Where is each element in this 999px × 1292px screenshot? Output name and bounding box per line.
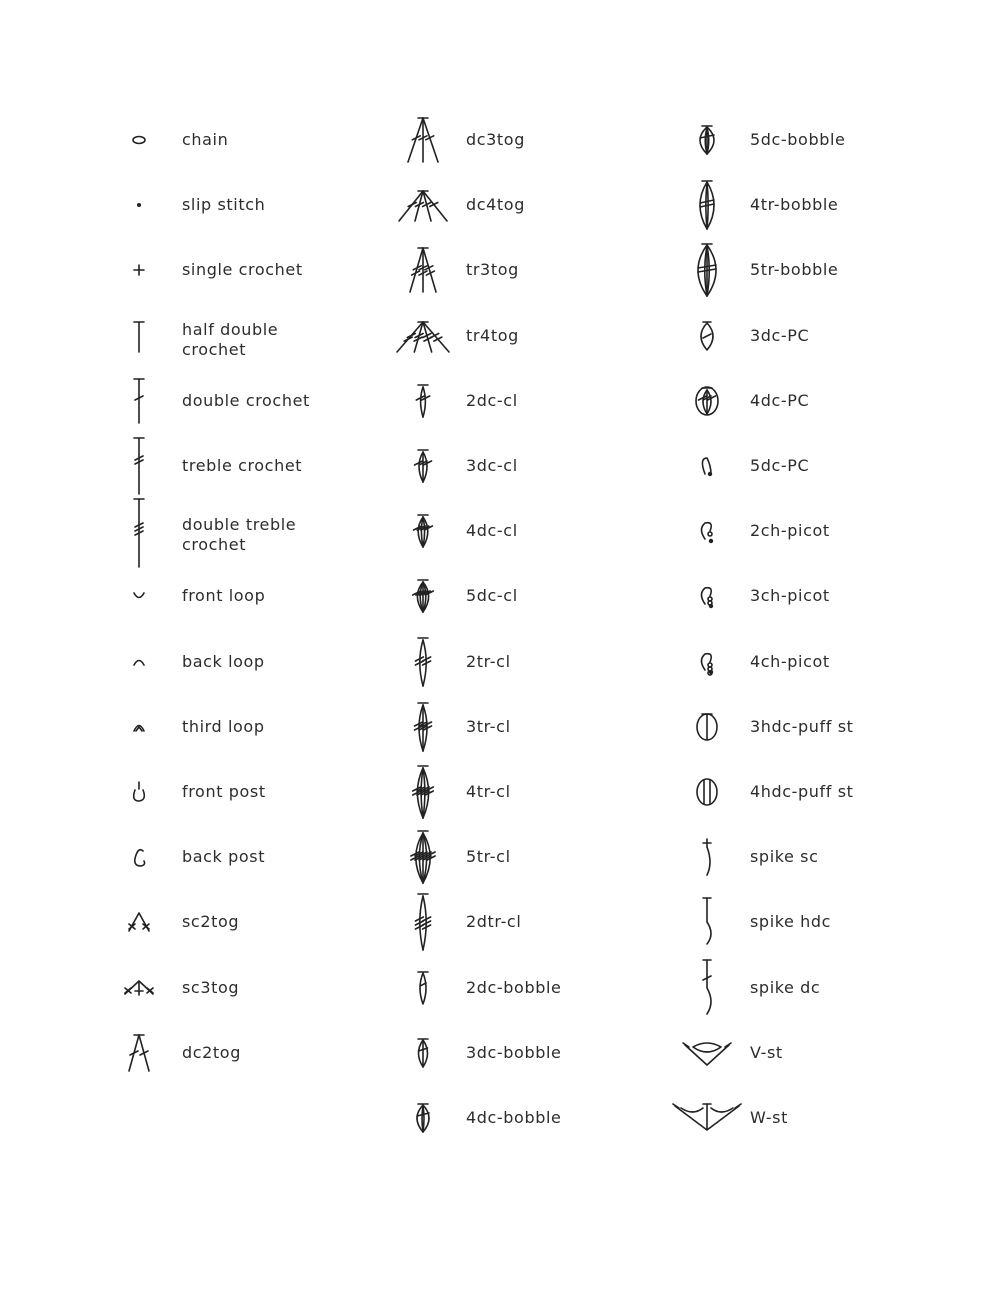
dc4tog-icon bbox=[384, 175, 462, 235]
legend-item bbox=[668, 958, 998, 1018]
spike-sc-icon bbox=[668, 827, 746, 887]
3dc-pc-icon bbox=[668, 306, 746, 366]
legend-item-label: 3dc-cl bbox=[466, 456, 518, 475]
legend-item bbox=[384, 501, 714, 561]
5dc-bobble-icon bbox=[668, 110, 746, 170]
4ch-picot-icon bbox=[668, 632, 746, 692]
legend-item bbox=[100, 306, 430, 366]
legend-item bbox=[100, 1023, 430, 1083]
legend-item-label: 3tr-cl bbox=[466, 716, 511, 736]
legend-item bbox=[384, 175, 714, 235]
sc3tog-icon bbox=[100, 958, 178, 1018]
legend-item bbox=[384, 632, 714, 692]
legend-item-label: tr3tog bbox=[466, 260, 519, 280]
legend-item bbox=[100, 827, 430, 887]
legend-item-label: 4hdc-puff st bbox=[750, 782, 854, 801]
2ch-picot-icon bbox=[668, 501, 746, 561]
legend-item bbox=[100, 501, 430, 561]
tr4tog-icon bbox=[384, 306, 462, 366]
legend-item-label: half double crochet bbox=[182, 319, 279, 359]
2dc-cl-icon bbox=[384, 371, 462, 431]
legend-item-label: sc2tog bbox=[182, 912, 240, 932]
4hdc-puff-st-icon bbox=[668, 762, 746, 822]
w-st-icon bbox=[668, 1088, 746, 1148]
legend-item-label: front post bbox=[182, 782, 266, 801]
legend-item-label: 4ch-picot bbox=[750, 651, 830, 671]
double-treble-crochet-icon bbox=[100, 501, 178, 561]
legend-item-label: 5tr-cl bbox=[466, 847, 511, 867]
legend-item-label: double crochet bbox=[182, 390, 310, 410]
legend-item bbox=[100, 632, 430, 692]
2dc-bobble-icon bbox=[384, 958, 462, 1018]
dc3tog-icon bbox=[384, 110, 462, 170]
legend-item-label: spike hdc bbox=[750, 912, 832, 932]
legend-item bbox=[668, 1088, 998, 1148]
legend-item-label: 3ch-picot bbox=[750, 586, 830, 606]
legend-item-label: 5dc-bobble bbox=[750, 130, 846, 149]
legend-item-label: 3dc-bobble bbox=[466, 1042, 562, 1062]
chain-icon bbox=[100, 110, 178, 170]
3ch-picot-icon bbox=[668, 566, 746, 626]
legend-item bbox=[668, 566, 998, 626]
single-crochet-icon bbox=[100, 240, 178, 300]
legend-item-label: sc3tog bbox=[182, 977, 240, 997]
4dc-pc-icon bbox=[668, 371, 746, 431]
legend-item-label: 4tr-cl bbox=[466, 782, 511, 801]
legend-item bbox=[100, 762, 430, 822]
tr3tog-icon bbox=[384, 240, 462, 300]
legend-item-label: 4dc-bobble bbox=[466, 1108, 562, 1127]
legend-item bbox=[384, 110, 714, 170]
legend-item bbox=[668, 1023, 998, 1083]
legend-item bbox=[100, 110, 430, 170]
legend-item-label: front loop bbox=[182, 586, 266, 606]
legend-item bbox=[668, 306, 998, 366]
legend-item bbox=[100, 958, 430, 1018]
legend-item bbox=[100, 566, 430, 626]
legend-item-label: 5tr-bobble bbox=[750, 260, 839, 280]
legend-item-label: 2dc-cl bbox=[466, 390, 518, 410]
legend-item-label: 3dc-PC bbox=[750, 325, 810, 345]
legend-item bbox=[384, 1088, 714, 1148]
legend-item bbox=[384, 892, 714, 952]
legend-item-label: chain bbox=[182, 130, 229, 149]
legend-item bbox=[384, 240, 714, 300]
legend-item-label: spike dc bbox=[750, 977, 821, 997]
legend-item bbox=[100, 697, 430, 757]
legend-item-label: spike sc bbox=[750, 847, 819, 867]
5dc-cl-icon bbox=[384, 566, 462, 626]
legend-item-label: 2tr-cl bbox=[466, 651, 511, 671]
legend-item bbox=[100, 371, 430, 431]
back-post-icon bbox=[100, 827, 178, 887]
5dc-pc-icon bbox=[668, 436, 746, 496]
legend-item bbox=[668, 436, 998, 496]
legend-item bbox=[100, 892, 430, 952]
3tr-cl-icon bbox=[384, 697, 462, 757]
legend-item-label: 2dtr-cl bbox=[466, 912, 522, 932]
legend-item bbox=[668, 762, 998, 822]
legend-item-label: third loop bbox=[182, 716, 265, 736]
v-st-icon bbox=[668, 1023, 746, 1083]
legend-item bbox=[668, 632, 998, 692]
dc2tog-icon bbox=[100, 1023, 178, 1083]
legend-item-label: back loop bbox=[182, 651, 265, 671]
slip-stitch-icon bbox=[100, 175, 178, 235]
back-loop-icon bbox=[100, 632, 178, 692]
legend-item bbox=[668, 827, 998, 887]
3dc-bobble-icon bbox=[384, 1023, 462, 1083]
third-loop-icon bbox=[100, 697, 178, 757]
double-crochet-icon bbox=[100, 371, 178, 431]
legend-item bbox=[668, 697, 998, 757]
treble-crochet-icon bbox=[100, 436, 178, 496]
legend-item bbox=[384, 762, 714, 822]
5tr-cl-icon bbox=[384, 827, 462, 887]
legend-item bbox=[384, 697, 714, 757]
legend-item bbox=[384, 306, 714, 366]
sc2tog-icon bbox=[100, 892, 178, 952]
legend-item bbox=[668, 175, 998, 235]
legend-item bbox=[384, 958, 714, 1018]
legend-item-label: treble crochet bbox=[182, 456, 303, 475]
legend-item-label: 4dc-PC bbox=[750, 390, 810, 410]
legend-item bbox=[668, 110, 998, 170]
3hdc-puff-st-icon bbox=[668, 697, 746, 757]
legend-item-label: dc4tog bbox=[466, 195, 525, 215]
legend-item bbox=[384, 566, 714, 626]
legend-item-label: 5dc-PC bbox=[750, 456, 810, 475]
spike-hdc-icon bbox=[668, 892, 746, 952]
front-loop-icon bbox=[100, 566, 178, 626]
legend-item-label: 2dc-bobble bbox=[466, 977, 562, 997]
legend-item bbox=[668, 240, 998, 300]
3dc-cl-icon bbox=[384, 436, 462, 496]
legend-item bbox=[668, 371, 998, 431]
legend-item-label: 4dc-cl bbox=[466, 521, 518, 541]
legend-item-label: V-st bbox=[750, 1042, 783, 1062]
front-post-icon bbox=[100, 762, 178, 822]
4dc-cl-icon bbox=[384, 501, 462, 561]
legend-item bbox=[668, 501, 998, 561]
legend-item-label: 5dc-cl bbox=[466, 586, 518, 606]
4tr-bobble-icon bbox=[668, 175, 746, 235]
spike-dc-icon bbox=[668, 958, 746, 1018]
legend-item-label: tr4tog bbox=[466, 325, 519, 345]
legend-item-label: W-st bbox=[750, 1108, 788, 1127]
legend-item bbox=[384, 827, 714, 887]
legend-item bbox=[100, 240, 430, 300]
legend-item-label: 2ch-picot bbox=[750, 521, 830, 541]
legend-item-label: dc2tog bbox=[182, 1042, 241, 1062]
legend-item-label: dc3tog bbox=[466, 130, 525, 149]
legend-item-label: slip stitch bbox=[182, 195, 266, 215]
4dc-bobble-icon bbox=[384, 1088, 462, 1148]
5tr-bobble-icon bbox=[668, 240, 746, 300]
legend-item bbox=[384, 371, 714, 431]
legend-item bbox=[384, 436, 714, 496]
legend-item bbox=[100, 175, 430, 235]
legend-item-label: double treble crochet bbox=[182, 515, 297, 555]
2tr-cl-icon bbox=[384, 632, 462, 692]
legend-item-label: single crochet bbox=[182, 260, 303, 280]
legend-item-label: 3hdc-puff st bbox=[750, 716, 854, 736]
legend-item bbox=[668, 892, 998, 952]
2dtr-cl-icon bbox=[384, 892, 462, 952]
legend-item-label: 4tr-bobble bbox=[750, 195, 839, 215]
legend-item bbox=[100, 436, 430, 496]
half-double-crochet-icon bbox=[100, 306, 178, 366]
legend-item-label: back post bbox=[182, 847, 266, 867]
legend-item bbox=[384, 1023, 714, 1083]
4tr-cl-icon bbox=[384, 762, 462, 822]
